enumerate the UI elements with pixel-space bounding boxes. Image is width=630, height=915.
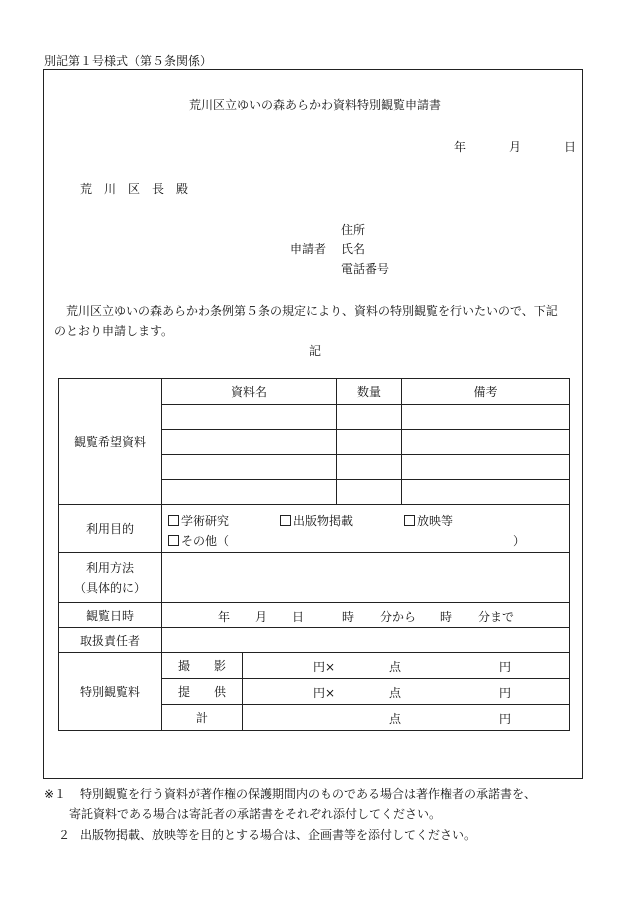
method-cell[interactable] [162, 553, 570, 603]
application-table [58, 378, 570, 731]
material-qty-cell[interactable] [337, 405, 402, 430]
material-qty-cell[interactable] [337, 455, 402, 480]
col-notes: 備考 [402, 379, 570, 405]
viewing-date-part: 月 [255, 610, 268, 624]
fee-label: 特別観覧料 [59, 653, 162, 731]
body-line-2: のとおり申請します。 [54, 324, 174, 338]
material-name-cell[interactable] [162, 480, 337, 505]
fee-row-cell[interactable] [243, 705, 570, 731]
purpose-option-label: 出版物掲載 [293, 514, 354, 528]
fee-count: 点 [389, 712, 402, 726]
fee-row-cell[interactable] [243, 653, 570, 679]
addressee: 荒 川 区 長 殿 [80, 182, 189, 196]
purpose-option-publication[interactable] [280, 512, 353, 529]
purpose-option-other[interactable] [168, 532, 229, 549]
purpose-option-label: 学術研究 [181, 514, 230, 528]
method-label-line1: 利用方法 [85, 560, 134, 575]
fee-total: 円 [499, 660, 512, 674]
fee-unit: 円× [313, 686, 336, 700]
body-line-1: 荒川区立ゆいの森あらかわ条例第５条の規定により、資料の特別観覧を行いたいので、下記 [66, 304, 558, 318]
materials-label: 観覧希望資料 [59, 379, 162, 505]
note-1-mark: ※１ [44, 787, 67, 801]
method-label-line2: （具体的に） [73, 580, 146, 595]
fee-total: 円 [499, 712, 512, 726]
viewing-date-part: 時 [342, 610, 355, 624]
date-day: 日 [564, 140, 577, 154]
fee-row-label: 計 [162, 705, 243, 731]
viewing-date-label: 観覧日時 [59, 603, 162, 628]
date-year: 年 [454, 140, 467, 154]
viewing-date-part: 時 [440, 610, 453, 624]
note-1-line-1: 特別観覧を行う資料が著作権の保護期間内のものである場合は著作権者の承諾書を、 [80, 787, 537, 801]
viewing-date-part: 日 [292, 610, 305, 624]
checkbox[interactable] [168, 535, 179, 546]
viewing-date-part: 分から [380, 610, 417, 624]
checkbox[interactable] [280, 515, 291, 526]
material-name-cell[interactable] [162, 430, 337, 455]
col-quantity: 数量 [337, 379, 402, 405]
note-2-line-1: 出版物掲載、放映等を目的とする場合は、企画書等を添付してください。 [80, 828, 477, 842]
applicant-label: 申請者 [290, 242, 327, 256]
ki-heading: 記 [309, 344, 322, 358]
manager-label: 取扱責任者 [59, 628, 162, 653]
material-notes-cell[interactable] [402, 430, 570, 455]
purpose-option-academic[interactable] [168, 512, 229, 529]
material-notes-cell[interactable] [402, 455, 570, 480]
fee-row-label: 提 供 [162, 679, 243, 705]
checkbox[interactable] [168, 515, 179, 526]
viewing-date-cell[interactable] [162, 603, 570, 628]
purpose-close-paren: ） [513, 534, 526, 548]
purpose-label: 利用目的 [59, 505, 162, 553]
viewing-date-part: 分まで [478, 610, 515, 624]
fee-row-label: 撮 影 [162, 653, 243, 679]
material-notes-cell[interactable] [402, 480, 570, 505]
note-2-mark: ２ [58, 828, 71, 842]
material-name-cell[interactable] [162, 455, 337, 480]
fee-unit: 円× [313, 660, 336, 674]
material-name-cell[interactable] [162, 405, 337, 430]
fee-count: 点 [389, 686, 402, 700]
fee-row-cell[interactable] [243, 679, 570, 705]
form-title: 荒川区立ゆいの森あらかわ資料特別観覧申請書 [188, 98, 441, 112]
applicant-address-label: 住所 [341, 223, 366, 237]
viewing-date-part: 年 [218, 610, 231, 624]
material-qty-cell[interactable] [337, 480, 402, 505]
fee-count: 点 [389, 660, 402, 674]
fee-total: 円 [499, 686, 512, 700]
col-material-name: 資料名 [162, 379, 337, 405]
checkbox[interactable] [404, 515, 415, 526]
purpose-cell [162, 505, 570, 553]
method-label [59, 553, 162, 603]
material-notes-cell[interactable] [402, 405, 570, 430]
applicant-phone-label: 電話番号 [341, 262, 390, 276]
note-1-line-2: 寄託資料である場合は寄託者の承諾書をそれぞれ添付してください。 [69, 807, 442, 821]
manager-cell[interactable] [162, 628, 570, 653]
purpose-option-label: 放映等 [417, 514, 454, 528]
purpose-option-broadcast[interactable] [404, 512, 453, 529]
purpose-option-label: その他（ [181, 534, 230, 548]
date-month: 月 [509, 140, 522, 154]
applicant-name-label: 氏名 [341, 242, 366, 256]
form-number: 別記第１号様式（第５条関係） [44, 54, 213, 68]
material-qty-cell[interactable] [337, 430, 402, 455]
